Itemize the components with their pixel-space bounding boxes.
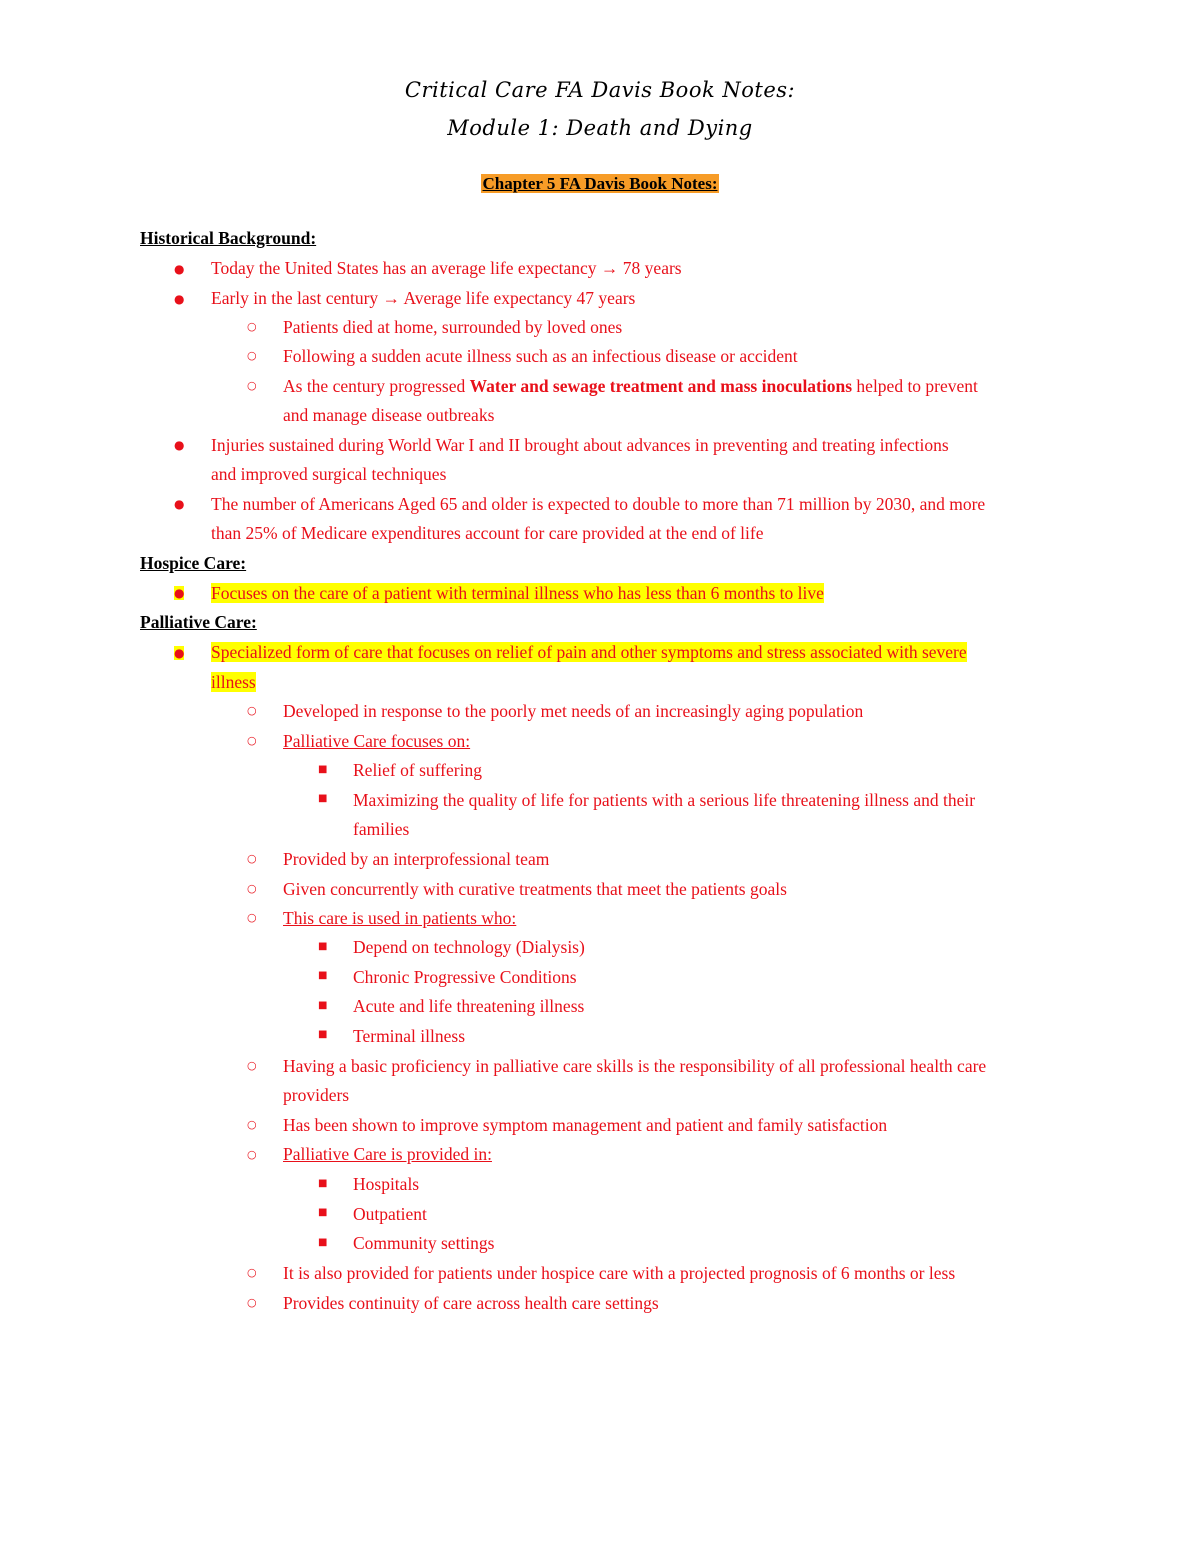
document-title-line-1: Critical Care FA Davis Book Notes: bbox=[404, 78, 796, 102]
list-item: Developed in response to the poorly met needs of an increasingly aging population bbox=[283, 701, 864, 721]
list-item: Provided by an interprofessional team bbox=[283, 849, 550, 869]
highlighted-text: illness bbox=[211, 672, 256, 692]
list-item: It is also provided for patients under hospice care with a projected prognosis of 6 months or less bbox=[283, 1263, 956, 1283]
list-item: Injuries sustained during World War I and II brought about advances in preventing and treating infections bbox=[211, 435, 949, 455]
bullet-circle-icon: ○ bbox=[247, 379, 257, 392]
bullet-circle-icon: ○ bbox=[247, 1266, 257, 1279]
bullet-circle-icon: ○ bbox=[247, 911, 257, 924]
list-item-continuation: and manage disease outbreaks bbox=[283, 405, 495, 425]
bullet-circle-icon: ○ bbox=[247, 852, 257, 865]
bullet-square-icon: ■ bbox=[318, 793, 328, 804]
bullet-square-icon: ■ bbox=[318, 764, 328, 775]
bullet-square-icon: ■ bbox=[318, 1029, 328, 1040]
list-item bbox=[283, 375, 978, 397]
list-item-continuation: providers bbox=[283, 1085, 350, 1105]
bullet-square-icon: ■ bbox=[318, 1207, 328, 1218]
list-item: Depend on technology (Dialysis) bbox=[353, 937, 585, 957]
bullet-circle-icon: ○ bbox=[247, 1296, 257, 1309]
chapter-heading-text: Chapter 5 FA Davis Book Notes: bbox=[482, 174, 718, 193]
bullet-dot-icon: ● bbox=[174, 586, 185, 600]
highlighted-text: Specialized form of care that focuses on relief of pain and other symptoms and stress associated with severe bbox=[211, 642, 967, 662]
list-item bbox=[211, 641, 967, 663]
list-item-text: helped to prevent bbox=[852, 376, 978, 396]
list-item: Patients died at home, surrounded by loved ones bbox=[283, 317, 623, 337]
bullet-dot-icon: ● bbox=[174, 292, 185, 306]
bullet-circle-icon: ○ bbox=[247, 1118, 257, 1131]
section-heading-historical: Historical Background: bbox=[140, 228, 317, 248]
list-item: Relief of suffering bbox=[353, 760, 482, 780]
list-item-continuation: and improved surgical techniques bbox=[211, 464, 447, 484]
list-item-text: As the century progressed bbox=[283, 376, 470, 396]
list-item: Community settings bbox=[353, 1233, 495, 1253]
bullet-square-icon: ■ bbox=[318, 1178, 328, 1189]
bullet-square-icon: ■ bbox=[318, 1237, 328, 1248]
section-heading-hospice: Hospice Care: bbox=[140, 553, 247, 573]
list-item: Chronic Progressive Conditions bbox=[353, 967, 577, 987]
list-item: Today the United States has an average life expectancy → 78 years bbox=[211, 258, 682, 278]
bullet-circle-icon: ○ bbox=[247, 1148, 257, 1161]
list-item: The number of Americans Aged 65 and older is expected to double to more than 71 million by 2030, and more bbox=[211, 494, 986, 514]
list-item-continuation: families bbox=[353, 819, 410, 839]
bullet-square-icon: ■ bbox=[318, 941, 328, 952]
bullet-dot-icon: ● bbox=[174, 497, 185, 511]
list-item-continuation: than 25% of Medicare expenditures account for care provided at the end of life bbox=[211, 523, 764, 543]
bullet-circle-icon: ○ bbox=[247, 734, 257, 747]
bullet-circle-icon: ○ bbox=[247, 1059, 257, 1072]
list-item: Given concurrently with curative treatments that meet the patients goals bbox=[283, 879, 787, 899]
list-item-subheading: Palliative Care focuses on: bbox=[283, 731, 471, 751]
bullet-circle-icon: ○ bbox=[247, 882, 257, 895]
bullet-dot-icon: ● bbox=[174, 646, 185, 660]
bullet-dot-icon: ● bbox=[174, 262, 185, 276]
highlighted-text: Focuses on the care of a patient with terminal illness who has less than 6 months to live bbox=[211, 583, 824, 603]
bullet-square-icon: ■ bbox=[318, 970, 328, 981]
list-item: Provides continuity of care across health care settings bbox=[283, 1293, 659, 1313]
section-heading-palliative: Palliative Care: bbox=[140, 612, 257, 632]
bullet-dot-icon: ● bbox=[174, 438, 185, 452]
list-item: Acute and life threatening illness bbox=[353, 996, 585, 1016]
bullet-circle-icon: ○ bbox=[247, 349, 257, 362]
list-item: Has been shown to improve symptom management and patient and family satisfaction bbox=[283, 1115, 888, 1135]
list-item-subheading: This care is used in patients who: bbox=[283, 908, 517, 928]
bullet-square-icon: ■ bbox=[318, 1000, 328, 1011]
list-item: Following a sudden acute illness such as an infectious disease or accident bbox=[283, 346, 798, 366]
bullet-circle-icon: ○ bbox=[247, 320, 257, 333]
bullet-circle-icon: ○ bbox=[247, 704, 257, 717]
document-title-line-2: Module 1: Death and Dying bbox=[447, 116, 753, 140]
chapter-heading bbox=[0, 174, 1200, 194]
list-item-continuation bbox=[211, 671, 256, 693]
list-item-bold-text: Water and sewage treatment and mass inoculations bbox=[469, 376, 853, 396]
list-item bbox=[211, 582, 824, 604]
list-item: Terminal illness bbox=[353, 1026, 466, 1046]
list-item-subheading: Palliative Care is provided in: bbox=[283, 1144, 492, 1164]
list-item: Hospitals bbox=[353, 1174, 420, 1194]
list-item: Outpatient bbox=[353, 1204, 427, 1224]
list-item: Having a basic proficiency in palliative care skills is the responsibility of all professional health care bbox=[283, 1056, 987, 1076]
list-item: Maximizing the quality of life for patients with a serious life threatening illness and their bbox=[353, 790, 976, 810]
list-item: Early in the last century → Average life expectancy 47 years bbox=[211, 288, 636, 308]
